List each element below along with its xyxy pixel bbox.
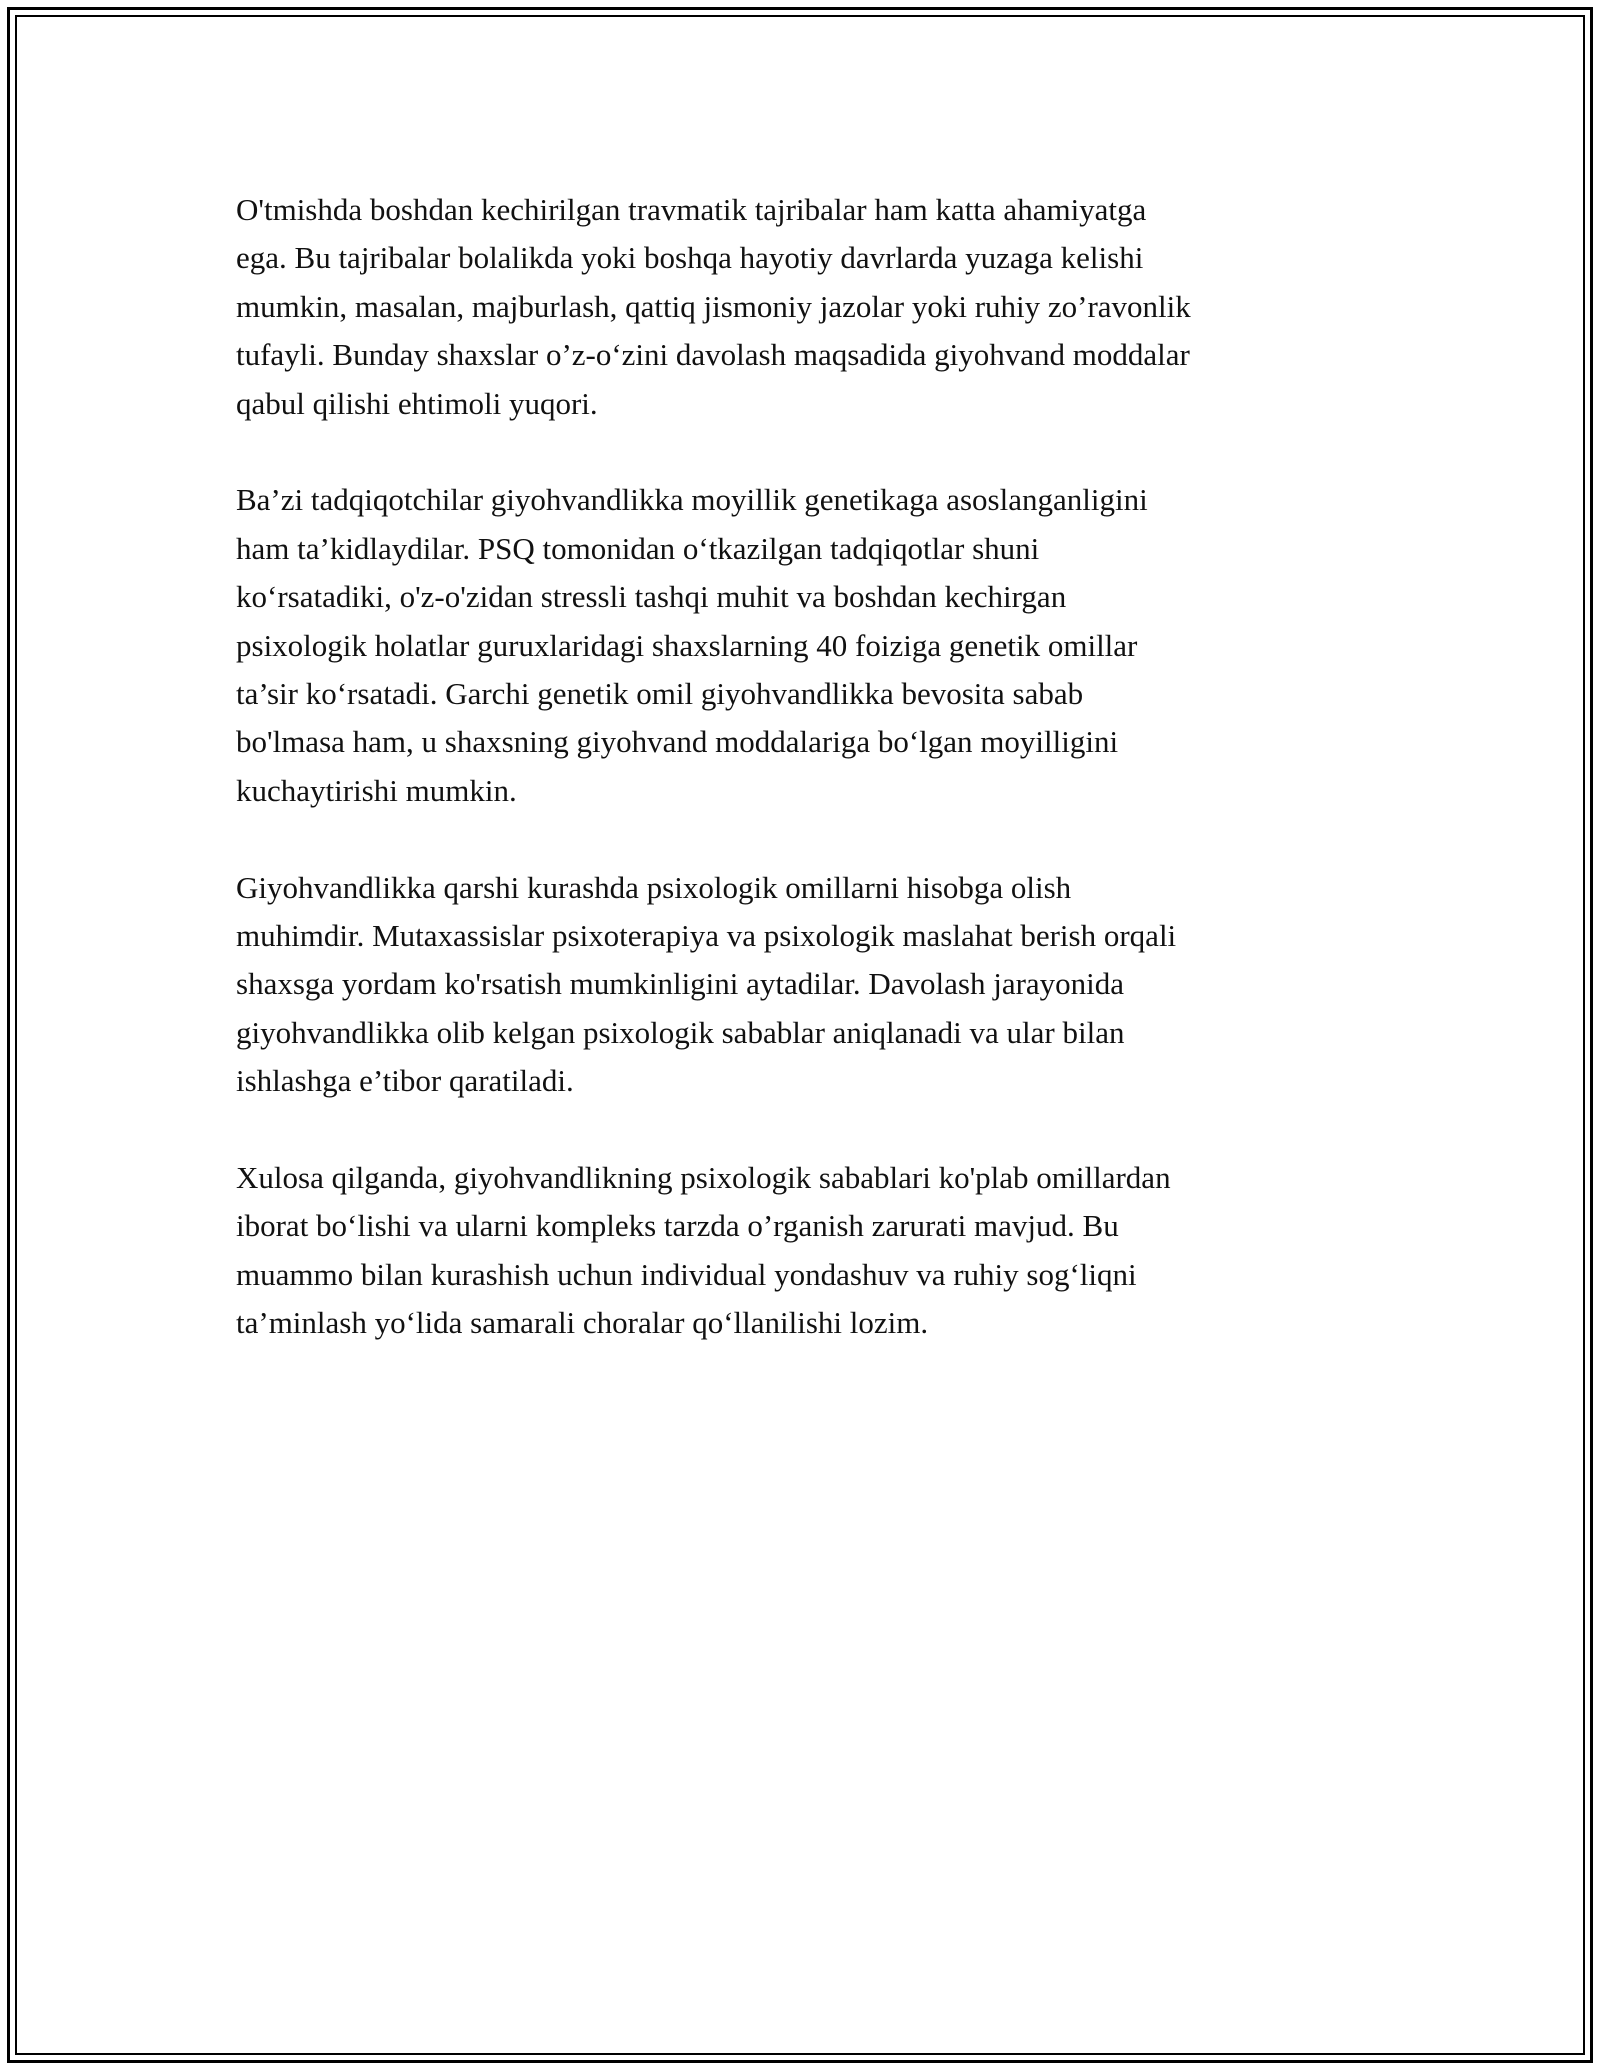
paragraph-treatment xyxy=(236,864,1376,1106)
text-line: ta’sir ko‘rsatadi. Garchi genetik omil giyohvandlikka bevosita sabab xyxy=(236,676,1084,712)
paragraph-conclusion xyxy=(236,1154,1376,1348)
text-line: muammo bilan kurashish uchun individual yondashuv va ruhiy sog‘liqni xyxy=(236,1256,1137,1292)
text-line: qabul qilishi ehtimoli yuqori. xyxy=(236,385,598,421)
text-line: ta’minlash yo‘lida samarali choralar qo‘llanilishi lozim. xyxy=(236,1305,929,1341)
text-line: bo'lmasa ham, u shaxsning giyohvand moddalariga bo‘lgan moyilligini xyxy=(236,724,1119,760)
text-line: ishlashga e’tibor qaratiladi. xyxy=(236,1063,574,1099)
text-line: shaxsga yordam ko'rsatish mumkinligini aytadilar. Davolash jarayonida xyxy=(236,966,1125,1002)
text-line: Giyohvandlikka qarshi kurashda psixologik omillarni hisobga olish xyxy=(236,869,1072,905)
text-line: mumkin, masalan, majburlash, qattiq jismoniy jazolar yoki ruhiy zo’ravonlik xyxy=(236,288,1191,324)
text-line: tufayli. Bunday shaxslar o’z-o‘zini davolash maqsadida giyohvand moddalar xyxy=(236,337,1190,373)
paragraph-trauma xyxy=(236,186,1376,428)
text-line: ko‘rsatadiki, o'z-o'zidan stressli tashqi muhit va boshdan kechirgan xyxy=(236,579,1067,615)
text-line: iborat bo‘lishi va ularni kompleks tarzda o’rganish zarurati mavjud. Bu xyxy=(236,1208,1119,1244)
text-line: O'tmishda boshdan kechirilgan travmatik tajribalar ham katta ahamiyatga xyxy=(236,192,1147,227)
text-line: Xulosa qilganda, giyohvandlikning psixologik sabablari ko'plab omillardan xyxy=(236,1160,1171,1196)
text-line: giyohvandlikka olib kelgan psixologik sabablar aniqlanadi va ular bilan xyxy=(236,1014,1125,1050)
text-line: psixologik holatlar guruxlaridagi shaxslarning 40 foiziga genetik omillar xyxy=(236,627,1138,663)
text-line: muhimdir. Mutaxassislar psixoterapiya va psixologik maslahat berish orqali xyxy=(236,918,1177,954)
paragraph-genetics xyxy=(236,476,1376,815)
text-line: Ba’zi tadqiqotchilar giyohvandlikka moyillik genetikaga asoslanganligini xyxy=(236,482,1148,518)
text-line: ega. Bu tajribalar bolalikda yoki boshqa hayotiy davrlarda yuzaga kelishi xyxy=(236,240,1144,276)
text-line: kuchaytirishi mumkin. xyxy=(236,772,517,808)
document-body xyxy=(236,186,1376,1396)
text-line: ham ta’kidlaydilar. PSQ tomonidan o‘tkazilgan tadqiqotlar shuni xyxy=(236,530,1040,566)
